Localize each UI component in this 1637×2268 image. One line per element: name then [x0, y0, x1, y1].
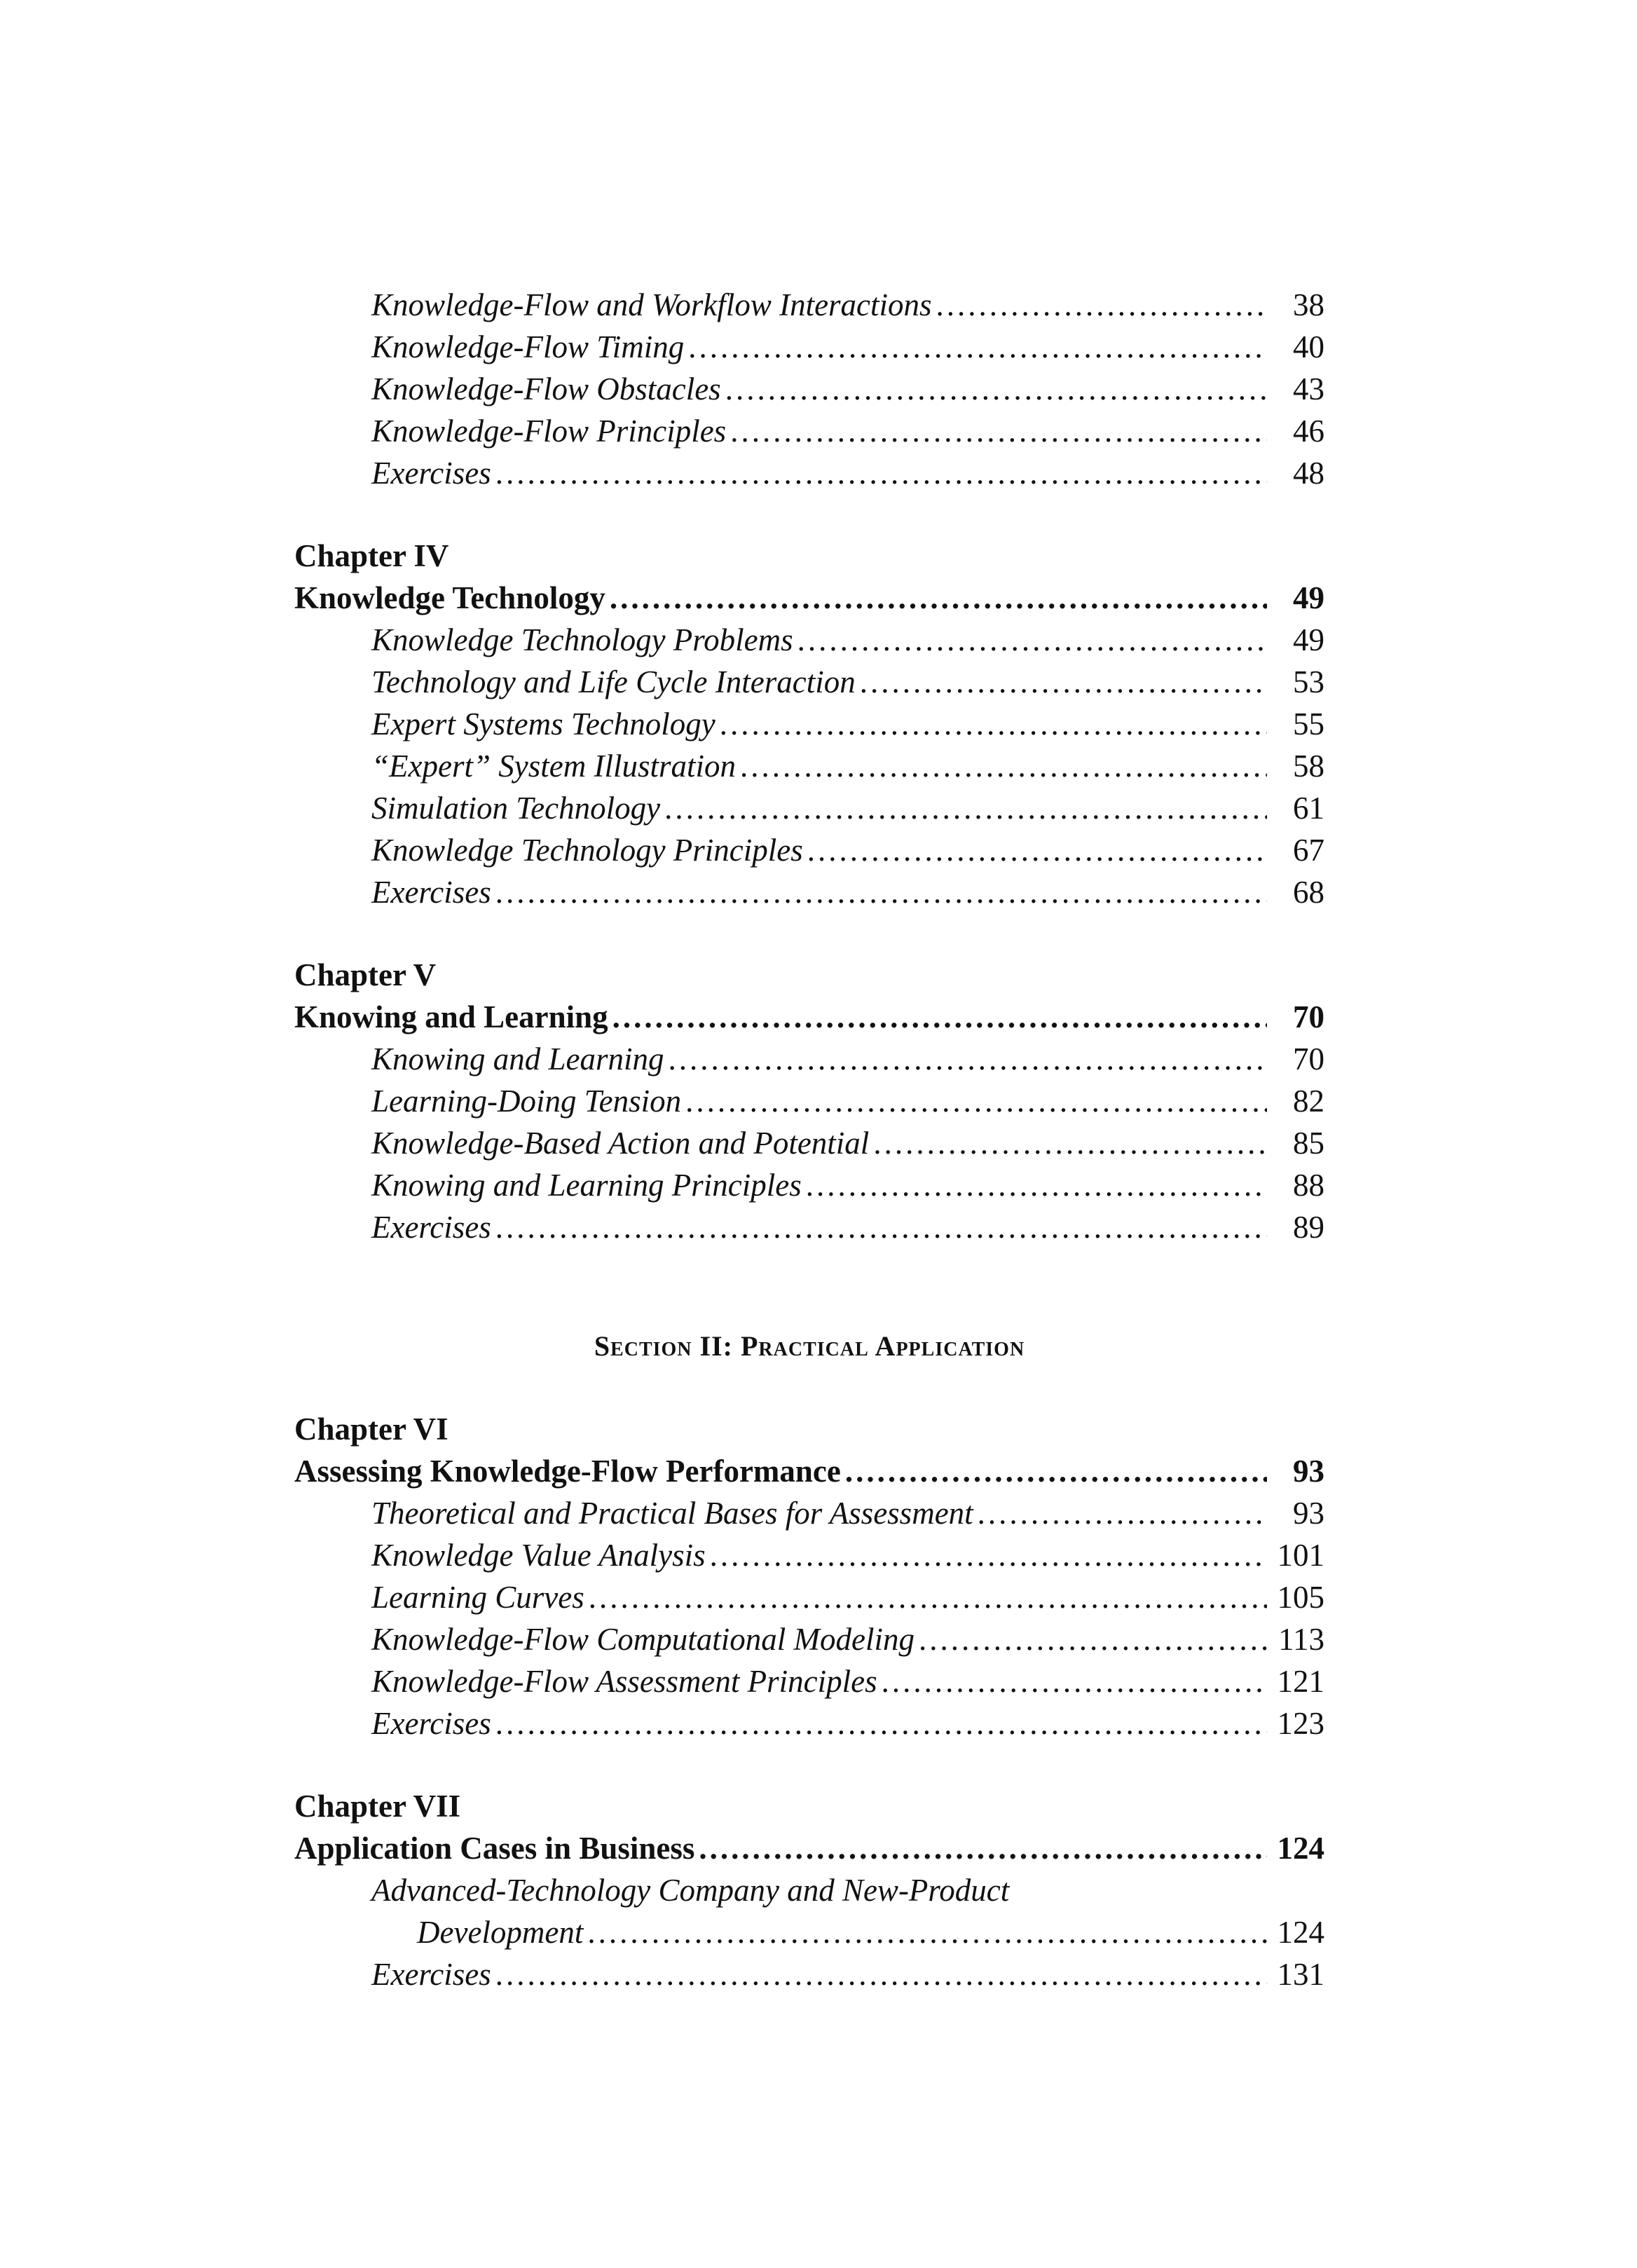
toc-entry-title: Knowledge Technology Principles [371, 833, 803, 868]
toc-entry-page: 38 [1293, 287, 1324, 322]
toc-entry-page: 68 [1293, 875, 1324, 910]
toc-entry-page: 43 [1293, 371, 1324, 407]
dot-leader [797, 619, 1267, 661]
dot-leader [873, 1122, 1267, 1164]
toc-entry[interactable] [294, 745, 1324, 787]
toc-entry-title: Knowledge-Flow Timing [371, 329, 685, 364]
toc-entry[interactable] [294, 1576, 1324, 1618]
toc-entry-page: 67 [1293, 833, 1324, 868]
toc-entry-title: Exercises [371, 1706, 491, 1741]
dot-leader [720, 703, 1267, 745]
toc-entry-page: 101 [1277, 1538, 1324, 1573]
chapter-page: 124 [1277, 1831, 1324, 1866]
toc-entry-title: Knowing and Learning [371, 1041, 664, 1077]
dot-leader [806, 1164, 1267, 1206]
dot-leader [495, 1206, 1267, 1248]
dot-leader [610, 577, 1267, 619]
dot-leader [495, 1953, 1267, 1995]
chapter-page: 70 [1293, 999, 1324, 1034]
toc-entry[interactable] [294, 619, 1324, 661]
toc-entry[interactable] [294, 871, 1324, 913]
toc-entry[interactable] [294, 661, 1324, 703]
toc-entry-page: 82 [1293, 1084, 1324, 1119]
chapter-title-row[interactable] [294, 996, 1324, 1038]
toc-entry-page: 121 [1277, 1664, 1324, 1699]
toc-entry-page: 61 [1293, 791, 1324, 826]
dot-leader [860, 661, 1267, 703]
chapter-title: Knowing and Learning [294, 999, 608, 1034]
toc-entry-page: 89 [1293, 1210, 1324, 1245]
toc-entry[interactable] [294, 326, 1324, 368]
toc-entry-page: 105 [1277, 1580, 1324, 1615]
dot-leader [807, 829, 1267, 871]
toc-entry-title: Learning Curves [371, 1580, 584, 1615]
toc-entry-title: Expert Systems Technology [371, 706, 715, 742]
toc-entry-title: Knowledge-Flow Assessment Principles [371, 1664, 877, 1699]
table-of-contents [294, 284, 1324, 1995]
toc-entry[interactable] [294, 368, 1324, 410]
chapter-label: Chapter IV [294, 538, 449, 573]
chapter-title-row[interactable] [294, 1827, 1324, 1869]
dot-leader [495, 871, 1267, 913]
toc-entry-title: Knowledge Value Analysis [371, 1538, 706, 1573]
toc-entry-title: Technology and Life Cycle Interaction [371, 664, 856, 699]
toc-entry-title-line2: Development [417, 1915, 584, 1950]
toc-entry[interactable] [294, 829, 1324, 871]
dot-leader [730, 410, 1267, 452]
toc-entry[interactable] [294, 1953, 1324, 1995]
chapter-page: 49 [1293, 580, 1324, 615]
toc-entry-page: 88 [1293, 1168, 1324, 1203]
toc-entry-title: Knowledge-Flow Computational Modeling [371, 1622, 915, 1657]
toc-entry-page: 113 [1278, 1622, 1324, 1657]
dot-leader [882, 1660, 1267, 1702]
toc-entry-title: Exercises [371, 1210, 491, 1245]
toc-entry-title: Simulation Technology [371, 791, 661, 826]
toc-entry-page: 123 [1277, 1706, 1324, 1741]
dot-leader [612, 996, 1267, 1038]
dot-leader [688, 326, 1267, 368]
dot-leader [936, 284, 1267, 326]
chapter-label: Chapter V [294, 957, 437, 992]
toc-entry-title: Knowledge-Flow Obstacles [371, 371, 721, 407]
chapter-title: Assessing Knowledge-Flow Performance [294, 1454, 841, 1489]
toc-entry[interactable] [294, 787, 1324, 829]
toc-entry-page: 58 [1293, 749, 1324, 784]
chapter-title: Application Cases in Business [294, 1831, 695, 1866]
toc-entry-title: Exercises [371, 875, 491, 910]
toc-entry[interactable] [294, 1660, 1324, 1702]
dot-leader [664, 787, 1267, 829]
toc-entry-page: 70 [1293, 1041, 1324, 1077]
toc-entry-page: 124 [1277, 1915, 1324, 1950]
chapter-label: Chapter VII [294, 1789, 461, 1824]
toc-entry-page: 131 [1277, 1957, 1324, 1992]
toc-entry-title: Knowledge-Flow and Workflow Interactions [371, 287, 932, 322]
dot-leader [699, 1827, 1267, 1869]
toc-entry[interactable] [294, 410, 1324, 452]
dot-leader [710, 1534, 1267, 1576]
toc-entry[interactable] [294, 284, 1324, 326]
toc-entry[interactable] [294, 1702, 1324, 1744]
dot-leader [978, 1492, 1267, 1534]
toc-entry[interactable] [294, 1618, 1324, 1660]
toc-entry-page: 53 [1293, 664, 1324, 699]
toc-entry[interactable] [294, 1534, 1324, 1576]
dot-leader [845, 1450, 1267, 1492]
dot-leader [495, 452, 1267, 494]
toc-entry[interactable] [294, 1122, 1324, 1164]
toc-entry-page: 55 [1293, 706, 1324, 742]
toc-entry-page: 49 [1293, 622, 1324, 657]
toc-entry-title: Exercises [371, 1957, 491, 1992]
toc-entry[interactable] [294, 1080, 1324, 1122]
toc-entry-page: 85 [1293, 1126, 1324, 1161]
chapter-title-row[interactable] [294, 577, 1324, 619]
toc-entry[interactable] [294, 1911, 1324, 1953]
toc-entry-title: Knowing and Learning Principles [371, 1168, 802, 1203]
dot-leader [919, 1618, 1267, 1660]
toc-entry[interactable] [294, 452, 1324, 494]
toc-entry-page: 46 [1293, 414, 1324, 449]
dot-leader [587, 1911, 1267, 1953]
toc-entry-page: 48 [1293, 456, 1324, 491]
toc-entry-page: 40 [1293, 329, 1324, 364]
toc-entry-title: Knowledge-Flow Principles [371, 414, 727, 449]
toc-entry-page: 93 [1293, 1496, 1324, 1531]
toc-entry-title: “Expert” System Illustration [371, 749, 736, 784]
toc-entry[interactable] [294, 1164, 1324, 1206]
section-heading: Section II: Practical Application [594, 1330, 1025, 1362]
dot-leader [725, 368, 1267, 410]
toc-entry[interactable] [294, 1206, 1324, 1248]
chapter-page: 93 [1293, 1454, 1324, 1489]
dot-leader [740, 745, 1267, 787]
toc-entry[interactable] [294, 1492, 1324, 1534]
toc-entry[interactable] [294, 703, 1324, 745]
dot-leader [495, 1702, 1267, 1744]
toc-entry-title: Theoretical and Practical Bases for Assessment [371, 1496, 973, 1531]
toc-entry-title: Knowledge-Based Action and Potential [371, 1126, 870, 1161]
chapter-label: Chapter VI [294, 1412, 448, 1447]
dot-leader [589, 1576, 1267, 1618]
toc-entry-title: Exercises [371, 456, 491, 491]
toc-entry-title-line1[interactable]: Advanced-Technology Company and New-Product [371, 1873, 1010, 1908]
toc-entry[interactable] [294, 1038, 1324, 1080]
chapter-title: Knowledge Technology [294, 580, 605, 615]
chapter-title-row[interactable] [294, 1450, 1324, 1492]
toc-entry-title: Knowledge Technology Problems [371, 622, 793, 657]
dot-leader [669, 1038, 1267, 1080]
dot-leader [685, 1080, 1267, 1122]
toc-entry-title: Learning-Doing Tension [371, 1084, 682, 1119]
